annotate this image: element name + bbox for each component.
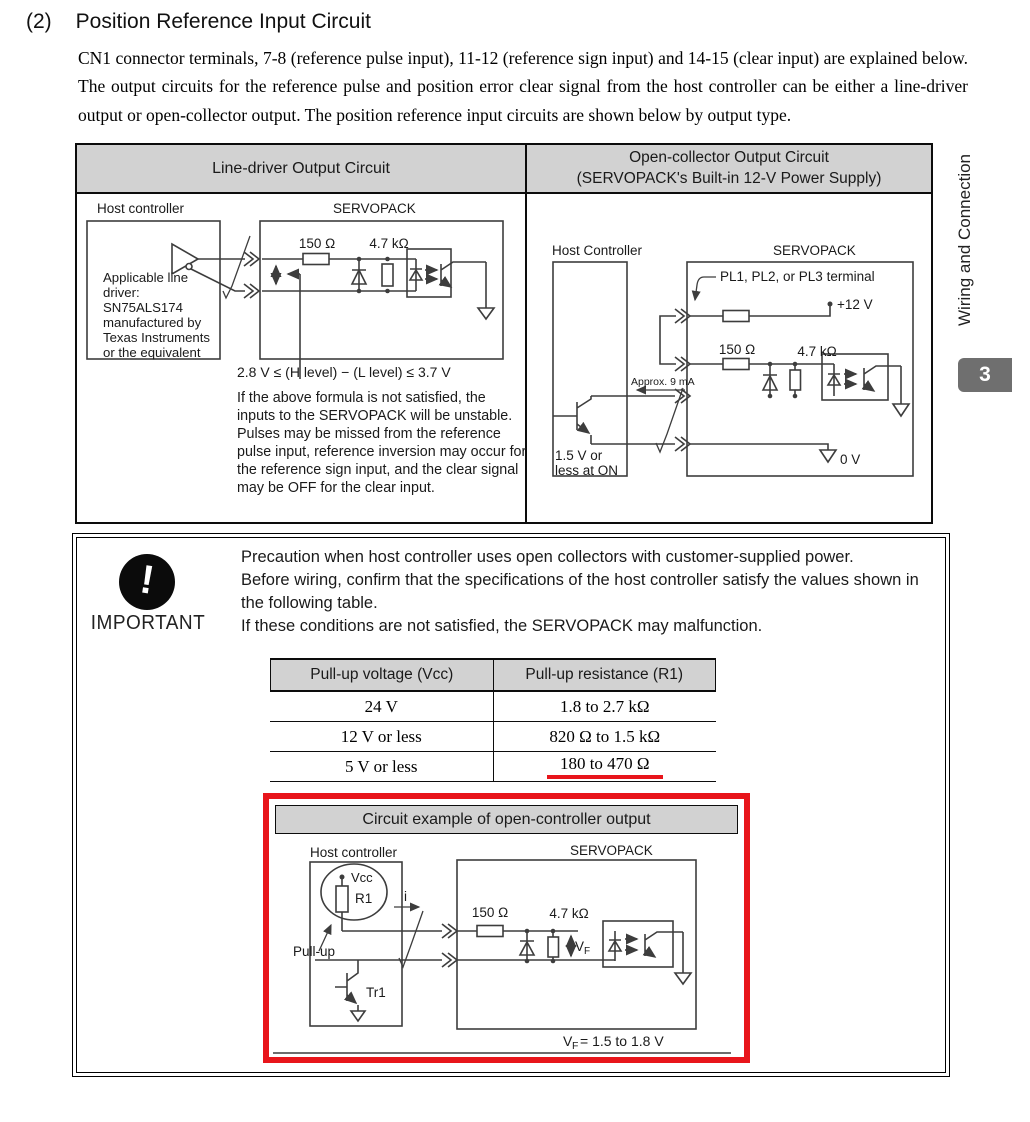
voltage-cell: 5 V or less	[270, 752, 494, 781]
vf-label-v: V	[575, 939, 585, 954]
svg-text:F: F	[572, 1040, 579, 1052]
table-header-row	[77, 145, 931, 194]
pullup-resistance-header: Pull-up resistance (R1)	[525, 666, 684, 683]
important-text	[241, 546, 923, 638]
applicable-driver-note	[103, 270, 210, 360]
svg-text:V: V	[563, 1033, 573, 1049]
pullup-spec-table	[270, 658, 716, 782]
important-para1: Precaution when host controller uses open collectors with customer-supplied power.	[241, 548, 854, 566]
exclamation-icon: !	[137, 556, 158, 603]
svg-text:manufactured by: manufactured by	[103, 315, 202, 330]
table-row	[270, 752, 716, 782]
servopack-label: SERVOPACK	[773, 243, 856, 258]
voltage-cell: 12 V or less	[270, 722, 494, 751]
circuit-example-diagram	[271, 839, 741, 1055]
tr1-label: Tr1	[366, 985, 386, 1000]
on-voltage-line1: 1.5 V or	[555, 448, 603, 463]
important-icon	[119, 554, 175, 610]
host-controller-label: Host controller	[310, 845, 398, 860]
vf-label-f: F	[584, 946, 591, 957]
line-driver-diagram	[77, 194, 525, 379]
resistance-cell	[494, 752, 717, 781]
output-circuit-table	[75, 143, 933, 524]
resistance-cell: 820 Ω to 1.5 kΩ	[549, 726, 661, 746]
vcc-label: Vcc	[351, 870, 373, 885]
pullup-voltage-header: Pull-up voltage (Vcc)	[271, 660, 494, 690]
servopack-label: SERVOPACK	[570, 843, 653, 858]
vf-formula	[563, 1033, 664, 1052]
resistor-47k-label: 4.7 kΩ	[797, 344, 837, 359]
circuit-example-box	[263, 793, 750, 1063]
circuit-example-title: Circuit example of open-controller output	[275, 805, 738, 834]
important-inner-border	[76, 537, 946, 1073]
pullup-table-header	[270, 658, 716, 692]
svg-text:= 1.5 to 1.8 V: = 1.5 to 1.8 V	[580, 1033, 664, 1049]
servopack-label: SERVOPACK	[333, 201, 416, 216]
svg-text:Texas Instruments: Texas Instruments	[103, 330, 211, 345]
resistor-47k-label: 4.7 kΩ	[549, 906, 589, 921]
resistor-150-label: 150 Ω	[718, 342, 756, 357]
svg-text:driver:: driver:	[103, 285, 140, 300]
resistor-150-label: 150 Ω	[471, 905, 509, 920]
table-body-row	[77, 194, 931, 522]
resistor-47k-label: 4.7 kΩ	[369, 236, 409, 251]
svg-text:Applicable line: Applicable line	[103, 270, 189, 285]
current-i-label: i	[404, 889, 407, 904]
table-row	[270, 722, 716, 752]
important-para3: If these conditions are not satisfied, the SERVOPACK may malfunction.	[241, 617, 763, 635]
svg-text:or the equivalent: or the equivalent	[103, 345, 201, 360]
right-column-header	[527, 145, 931, 192]
zero-v-label: 0 V	[840, 452, 861, 467]
host-controller-label: Host controller	[97, 201, 185, 216]
right-header-line1: Open-collector Output Circuit	[629, 149, 829, 167]
open-collector-cell	[527, 194, 933, 522]
pullup-label: Pull-up	[293, 944, 336, 959]
chapter-number-badge: 3	[958, 358, 1012, 392]
level-formula: 2.8 V ≤ (H level) − (L level) ≤ 3.7 V	[237, 364, 451, 380]
host-controller-label: Host Controller	[552, 243, 643, 258]
important-label: IMPORTANT	[90, 612, 206, 634]
svg-text:SN75ALS174: SN75ALS174	[103, 300, 183, 315]
important-para2: Before wiring, confirm that the specifications of the host controller satisfy the values shown in the following table.	[241, 571, 919, 612]
r1-label: R1	[355, 891, 373, 906]
resistance-cell: 1.8 to 2.7 kΩ	[559, 696, 650, 716]
chapter-side-label: Wiring and Connection	[955, 154, 974, 326]
highlight-underline: 180 to 470 Ω	[547, 754, 663, 779]
important-section	[72, 533, 950, 1077]
line-driver-cell	[77, 194, 527, 522]
left-column-header: Line-driver Output Circuit	[77, 145, 527, 192]
right-header-line2: (SERVOPACK's Built-in 12-V Power Supply)	[576, 169, 882, 187]
plus-12v-label: +12 V	[837, 297, 873, 312]
on-voltage-line2: less at ON	[555, 463, 619, 478]
voltage-cell: 24 V	[270, 692, 494, 721]
resistor-150-label: 150 Ω	[298, 236, 336, 251]
pl-terminal-label: PL1, PL2, or PL3 terminal	[720, 269, 875, 284]
section-heading	[26, 10, 371, 34]
table-row	[270, 692, 716, 722]
approx-current-label: Approx. 9 mA	[631, 376, 695, 388]
open-collector-diagram	[527, 194, 933, 522]
intro-paragraph: CN1 connector terminals, 7-8 (reference pulse input), 11-12 (reference sign input) and 14-15 (clear input) are explained below. The output circuits for the reference pulse and position error clear signal from the host controller can be either a line-driver output or open-collector output. The position reference input circuits are shown below by output type.	[78, 48, 968, 125]
line-driver-note: If the above formula is not satisfied, the inputs to the SERVOPACK will be unstable. Pulses may be missed from the reference pulse input, reference inversion may occur for the reference sign input, and the clear signal may be OFF for the clear input.	[237, 390, 527, 496]
section-title: Position Reference Input Circuit	[75, 10, 371, 33]
section-number: (2)	[26, 10, 52, 33]
